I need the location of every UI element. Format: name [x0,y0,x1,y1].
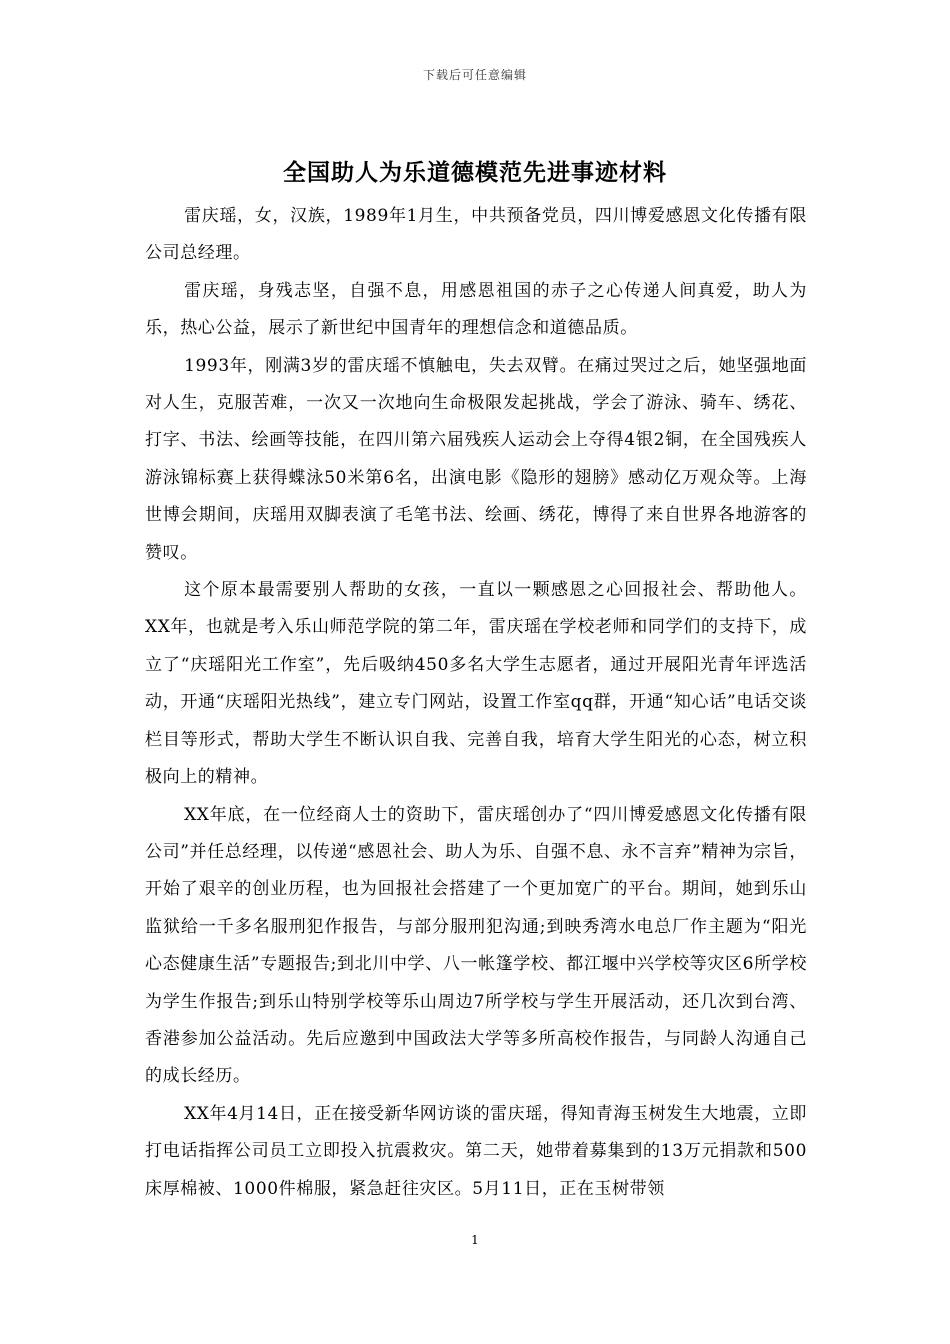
paragraph-2: 雷庆瑶，身残志坚，自强不息，用感恩祖国的赤子之心传递人间真爱，助人为乐，热心公益，展示了新世纪中国青年的理想信念和道德品质。 [145,280,807,339]
paragraph-6: XX年4月14日，正在接受新华网访谈的雷庆瑶，得知青海玉树发生大地震，立即打电话指挥公司员工立即投入抗震救灾。第二天，她带着募集到的13万元捐款和500床厚棉被、1000件棉服，紧急赶往灾区。5月11日，正在玉树带领 [145,1103,807,1199]
paragraph-1: 雷庆瑶，女，汉族，1989年1月生，中共预备党员，四川博爱感恩文化传播有限公司总经理。 [145,206,807,264]
paragraph-3: 1993年，刚满3岁的雷庆瑶不慎触电，失去双臂。在痛过哭过之后，她坚强地面对人生，克服苦难，一次又一次地向生命极限发起挑战，学会了游泳、骑车、绣花、打字、书法、绘画等技能，在四川第六届残疾人运动会上夺得4银2铜，在全国残疾人游泳锦标赛上获得蝶泳50米第6名，出演电影《隐形的翅膀》感动亿万观众等。上海世博会期间，庆瑶用双脚表演了毛笔书法、绘画、绣花，博得了来自世界各地游客的赞叹。 [145,355,807,563]
page-header: 下载后可任意编辑 [422,68,527,82]
paragraph-5: XX年底，在一位经商人士的资助下，雷庆瑶创办了“四川博爱感恩文化传播有限公司”并任总经理，以传递“感恩社会、助人为乐、自强不息、永不言弃”精神为宗旨，开始了艰辛的创业历程，也为回报社会搭建了一个更加宽广的平台。期间，她到乐山监狱给一千多名服刑犯作报告，与部分服刑犯沟通;到映秀湾水电总厂作主题为“阳光心态健康生活”专题报告;到北川中学、八一帐篷学校、都江堰中兴学校等灾区6所学校为学生作报告;到乐山特别学校等乐山周边7所学校与学生开展活动，还几次到台湾、香港参加公益活动。先后应邀到中国政法大学等多所高校作报告，与同龄人沟通自己的成长经历。 [145,804,807,1087]
document-body [145,198,807,1208]
document-title: 全国助人为乐道德模范先进事迹材料 [283,159,667,186]
page-number: 1 [471,1233,479,1247]
paragraph-4: 这个原本最需要别人帮助的女孩，一直以一颗感恩之心回报社会、帮助他人。XX年，也就是考入乐山师范学院的第二年，雷庆瑶在学校老师和同学们的支持下，成立了“庆瑶阳光工作室”，先后吸纳450多名大学生志愿者，通过开展阳光青年评选活动，开通“庆瑶阳光热线”，建立专门网站，设置工作室qq群，开通“知心话”电话交谈栏目等形式，帮助大学生不断认识自我、完善自我，培育大学生阳光的心态，树立积极向上的精神。 [145,580,807,788]
